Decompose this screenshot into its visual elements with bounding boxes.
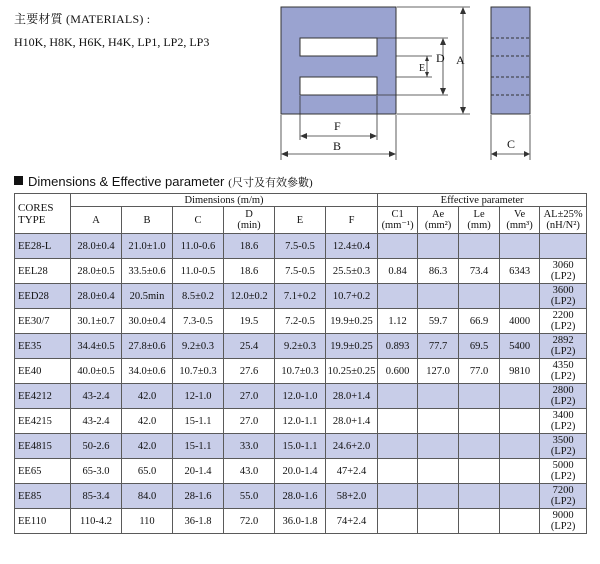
cell-e: 12.0-1.1 [275,409,326,434]
header-d: D (min) [224,207,275,234]
core-side-view [491,7,530,114]
cell-c1 [378,434,418,459]
cell-d: 43.0 [224,459,275,484]
table-body [15,234,587,534]
cell-core-type: EE4815 [15,434,71,459]
cell-al: 3500 (LP2) [540,434,587,459]
cell-ae [418,384,459,409]
table-row [15,484,587,509]
cell-ae [418,509,459,534]
header-e: E [275,207,326,234]
cell-b: 65.0 [122,459,173,484]
cell-le: 66.9 [459,309,500,334]
cell-a: 43-2.4 [71,409,122,434]
cell-c1 [378,384,418,409]
dimension-label-f: F [334,119,341,133]
cell-ve: 5400 [500,334,540,359]
cell-a: 43-2.4 [71,384,122,409]
cell-ve [500,434,540,459]
cell-le [459,509,500,534]
cell-c1 [378,484,418,509]
cell-ve [500,409,540,434]
cell-c1: 0.84 [378,259,418,284]
cell-f: 58+2.0 [326,484,378,509]
cell-e: 20.0-1.4 [275,459,326,484]
section-title-text: Dimensions & Effective parameter [28,174,225,189]
table-row [15,259,587,284]
cell-b: 20.5min [122,284,173,309]
header-le: Le (mm) [459,207,500,234]
cell-f: 10.25±0.25 [326,359,378,384]
cell-core-type: EE28-L [15,234,71,259]
cell-c: 36-1.8 [173,509,224,534]
cell-d: 12.0±0.2 [224,284,275,309]
header-a: A [71,207,122,234]
cell-a: 30.1±0.7 [71,309,122,334]
cell-core-type: EE40 [15,359,71,384]
cell-le: 69.5 [459,334,500,359]
header-al: AL±25% (nH/N²) [540,207,587,234]
cell-d: 33.0 [224,434,275,459]
cell-le: 73.4 [459,259,500,284]
cell-e: 36.0-1.8 [275,509,326,534]
materials-label: 主要材質 (MATERIALS) : [14,12,151,26]
cell-al: 2200 (LP2) [540,309,587,334]
cell-ae [418,234,459,259]
cell-b: 34.0±0.6 [122,359,173,384]
dimension-label-c: C [507,137,516,151]
cell-core-type: EED28 [15,284,71,309]
cell-a: 40.0±0.5 [71,359,122,384]
cell-a: 28.0±0.4 [71,234,122,259]
core-window-upper [300,38,377,56]
cell-ae: 77.7 [418,334,459,359]
cell-ve [500,484,540,509]
cell-c: 15-1.1 [173,434,224,459]
header-f: F [326,207,378,234]
cell-e: 9.2±0.3 [275,334,326,359]
cell-c: 15-1.1 [173,409,224,434]
cell-c1 [378,284,418,309]
header-b: B [122,207,173,234]
cell-c1: 0.893 [378,334,418,359]
cell-al: 2892 (LP2) [540,334,587,359]
cell-a: 85-3.4 [71,484,122,509]
cell-a: 28.0±0.4 [71,284,122,309]
cell-ae: 127.0 [418,359,459,384]
cell-e: 7.1+0.2 [275,284,326,309]
cell-f: 10.7+0.2 [326,284,378,309]
cell-e: 7.2-0.5 [275,309,326,334]
cell-b: 21.0±1.0 [122,234,173,259]
cell-d: 27.0 [224,384,275,409]
cell-al: 9000 (LP2) [540,509,587,534]
header-ae: Ae (mm²) [418,207,459,234]
cell-f: 19.9±0.25 [326,334,378,359]
cell-c1 [378,234,418,259]
dimension-label-d: D [436,51,445,65]
cell-d: 27.6 [224,359,275,384]
cell-f: 25.5±0.3 [326,259,378,284]
cell-ae [418,459,459,484]
cell-ve [500,384,540,409]
cell-le [459,434,500,459]
section-title [14,174,313,190]
cell-d: 25.4 [224,334,275,359]
cell-a: 34.4±0.5 [71,334,122,359]
cell-f: 12.4±0.4 [326,234,378,259]
cell-c1 [378,409,418,434]
materials-list: H10K, H8K, H6K, H4K, LP1, LP2, LP3 [14,35,210,49]
table-row [15,309,587,334]
dimension-label-b: B [333,139,342,153]
cell-ve [500,459,540,484]
cell-le [459,234,500,259]
cell-d: 55.0 [224,484,275,509]
cell-core-type: EE4215 [15,409,71,434]
cell-c: 7.3-0.5 [173,309,224,334]
cell-b: 42.0 [122,434,173,459]
cell-e: 28.0-1.6 [275,484,326,509]
header-c: C [173,207,224,234]
cell-le [459,384,500,409]
cell-e: 7.5-0.5 [275,234,326,259]
table-row [15,284,587,309]
header-effective-group: Effective parameter [378,194,587,207]
cell-al: 5000 (LP2) [540,459,587,484]
cell-ve: 4000 [500,309,540,334]
cell-c: 12-1.0 [173,384,224,409]
cell-e: 10.7±0.3 [275,359,326,384]
cell-ve: 9810 [500,359,540,384]
cell-c: 11.0-0.6 [173,234,224,259]
cell-c: 28-1.6 [173,484,224,509]
cell-ae: 86.3 [418,259,459,284]
cell-d: 19.5 [224,309,275,334]
cell-ae: 59.7 [418,309,459,334]
cell-al: 7200 (LP2) [540,484,587,509]
cell-e: 12.0-1.0 [275,384,326,409]
table-row [15,384,587,409]
cell-b: 33.5±0.6 [122,259,173,284]
cell-ve [500,234,540,259]
cell-f: 74+2.4 [326,509,378,534]
cell-al: 3060 (LP2) [540,259,587,284]
table-row [15,509,587,534]
cell-b: 27.8±0.6 [122,334,173,359]
cell-d: 18.6 [224,259,275,284]
dimension-label-e: E [419,63,426,74]
cell-al: 3600 (LP2) [540,284,587,309]
cell-ve [500,284,540,309]
bullet-square-icon [14,176,23,185]
cell-f: 28.0+1.4 [326,409,378,434]
core-front-view [281,7,396,114]
cell-d: 27.0 [224,409,275,434]
table-row [15,234,587,259]
cell-ae [418,484,459,509]
cell-b: 42.0 [122,384,173,409]
table-row [15,459,587,484]
cell-c: 8.5±0.2 [173,284,224,309]
cell-core-type: EE85 [15,484,71,509]
cell-ae [418,284,459,309]
cell-core-type: EE35 [15,334,71,359]
table-row [15,434,587,459]
cell-ae [418,409,459,434]
cell-al: 2800 (LP2) [540,384,587,409]
cell-c: 20-1.4 [173,459,224,484]
table-row [15,334,587,359]
core-dimension-diagram [0,0,600,170]
cell-f: 24.6+2.0 [326,434,378,459]
cell-b: 110 [122,509,173,534]
cell-core-type: EEL28 [15,259,71,284]
cell-a: 50-2.6 [71,434,122,459]
cell-e: 15.0-1.1 [275,434,326,459]
cell-le [459,484,500,509]
cell-le [459,409,500,434]
header-cores-type: CORES TYPE [15,194,71,234]
table-row [15,409,587,434]
header-ve: Ve (mm³) [500,207,540,234]
cell-core-type: EE65 [15,459,71,484]
cell-f: 28.0+1.4 [326,384,378,409]
header-dimensions-group: Dimensions (m/m) [71,194,378,207]
cell-le [459,284,500,309]
cell-c: 9.2±0.3 [173,334,224,359]
cell-c1: 1.12 [378,309,418,334]
cell-f: 19.9±0.25 [326,309,378,334]
cell-c1 [378,459,418,484]
cell-f: 47+2.4 [326,459,378,484]
section-subtitle: (尺寸及有效參數) [228,177,313,189]
cell-core-type: EE110 [15,509,71,534]
cell-al: 3400 (LP2) [540,409,587,434]
cell-b: 42.0 [122,409,173,434]
cell-a: 28.0±0.5 [71,259,122,284]
cell-b: 84.0 [122,484,173,509]
cell-a: 110-4.2 [71,509,122,534]
cell-a: 65-3.0 [71,459,122,484]
cell-ve [500,509,540,534]
cell-d: 18.6 [224,234,275,259]
cell-c: 10.7±0.3 [173,359,224,384]
dimensions-parameter-table [14,193,587,534]
core-window-lower [300,77,377,95]
cell-b: 30.0±0.4 [122,309,173,334]
cell-c1 [378,509,418,534]
cell-al: 4350 (LP2) [540,359,587,384]
cell-c: 11.0-0.5 [173,259,224,284]
cell-c1: 0.600 [378,359,418,384]
cell-e: 7.5-0.5 [275,259,326,284]
cell-ae [418,434,459,459]
dimension-label-a: A [456,53,465,67]
cell-core-type: EE4212 [15,384,71,409]
cell-le [459,459,500,484]
cell-al [540,234,587,259]
cell-ve: 6343 [500,259,540,284]
cell-le: 77.0 [459,359,500,384]
header-c1: C1 (mm⁻¹) [378,207,418,234]
cell-core-type: EE30/7 [15,309,71,334]
table-row [15,359,587,384]
cell-d: 72.0 [224,509,275,534]
